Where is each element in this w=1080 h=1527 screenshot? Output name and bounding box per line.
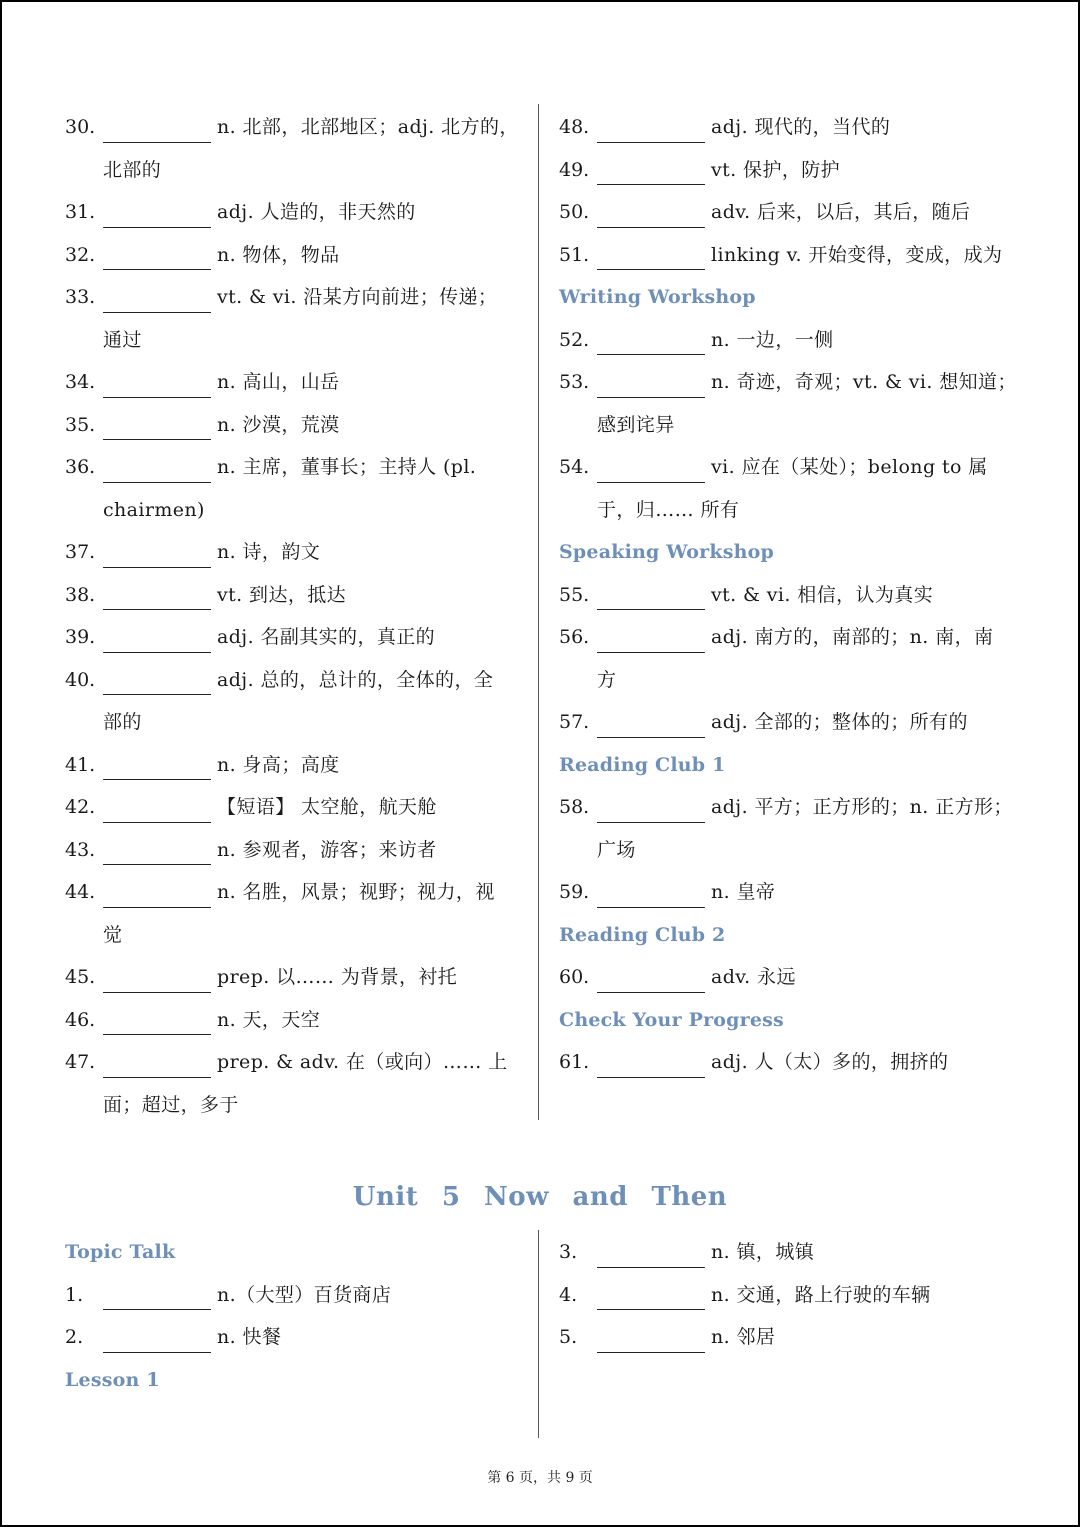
item-number: 4.	[559, 1283, 578, 1306]
answer-blank[interactable]	[597, 798, 705, 823]
item-number: 39.	[65, 626, 96, 648]
item-definition-continued: 通过	[103, 328, 142, 351]
item-number: 42.	[65, 796, 96, 818]
item-number: 41.	[65, 753, 96, 776]
answer-blank[interactable]	[597, 1328, 705, 1353]
section-heading: Writing Workshop	[559, 286, 756, 308]
item-definition: n. 物体，物品	[217, 243, 340, 266]
item-number: 45.	[65, 966, 96, 988]
item-number: 61.	[559, 1051, 590, 1073]
vocab-item	[65, 829, 527, 872]
answer-blank[interactable]	[597, 118, 705, 143]
item-definition-continued: chairmen)	[103, 498, 205, 521]
vocab-item	[559, 319, 1021, 362]
item-definition-continued: 面；超过，多于	[103, 1093, 239, 1116]
item-number: 57.	[559, 711, 590, 733]
item-definition: n. 名胜，风景；视野；视力，视	[217, 881, 495, 903]
vocab-item	[559, 616, 1021, 659]
item-definition: n. 诗，韵文	[217, 541, 321, 563]
page-footer: 第 6 页，共 9 页	[487, 1470, 593, 1486]
item-definition: adj. 人（太）多的，拥挤的	[711, 1051, 949, 1073]
item-definition-continued: 感到诧异	[597, 413, 675, 436]
item-number: 5.	[559, 1326, 578, 1348]
vocab-item	[559, 234, 1021, 277]
vocab-item	[559, 191, 1021, 234]
answer-blank[interactable]	[103, 585, 211, 610]
item-definition: n. 高山，山岳	[217, 371, 340, 393]
answer-blank[interactable]	[103, 415, 211, 440]
answer-blank[interactable]	[103, 1053, 211, 1078]
vocab-item	[65, 871, 527, 914]
vocab-item	[559, 1274, 1021, 1317]
answer-blank[interactable]	[597, 1285, 705, 1310]
item-definition: adj. 名副其实的，真正的	[217, 626, 436, 648]
left-column-bottom	[65, 1231, 527, 1401]
item-number: 47.	[65, 1051, 96, 1073]
item-definition: vi. 应在（某处）；belong to 属	[711, 456, 988, 478]
item-definition: prep. 以…… 为背景，衬托	[217, 966, 458, 988]
item-definition-continued: 部的	[103, 711, 142, 733]
vocab-item	[65, 446, 527, 489]
item-definition: adj. 南方的，南部的；n. 南，南	[711, 626, 994, 648]
answer-blank[interactable]	[597, 883, 705, 908]
vocab-item	[559, 871, 1021, 914]
column-divider-bottom	[538, 1230, 539, 1438]
item-definition: vt. 保护，防护	[711, 158, 841, 181]
vocab-item	[65, 276, 527, 319]
section-heading: Topic Talk	[65, 1241, 176, 1263]
item-number: 53.	[559, 371, 590, 393]
answer-blank[interactable]	[597, 713, 705, 738]
answer-blank[interactable]	[597, 245, 705, 270]
item-number: 32.	[65, 243, 96, 266]
item-number: 58.	[559, 796, 590, 818]
item-definition: n. 北部，北部地区；adj. 北方的，	[217, 116, 519, 138]
vocab-item	[559, 1316, 1021, 1359]
answer-blank[interactable]	[103, 543, 211, 568]
vocab-item	[65, 786, 527, 829]
vocab-item	[559, 1041, 1021, 1084]
vocab-item	[559, 361, 1021, 404]
answer-blank[interactable]	[103, 245, 211, 270]
vocab-item	[65, 574, 527, 617]
answer-blank[interactable]	[597, 1053, 705, 1078]
answer-blank[interactable]	[103, 373, 211, 398]
item-definition: 【短语】 太空舱，航天舱	[217, 796, 437, 818]
item-definition-continued: 北部的	[103, 158, 162, 181]
vocab-item	[65, 1274, 527, 1317]
answer-blank[interactable]	[103, 1328, 211, 1353]
item-definition: n. 镇，城镇	[711, 1241, 815, 1263]
item-definition-continued: 广场	[597, 838, 636, 861]
item-number: 55.	[559, 583, 590, 606]
vocab-item	[65, 616, 527, 659]
item-number: 56.	[559, 626, 590, 648]
item-number: 60.	[559, 966, 590, 988]
item-definition: n.（大型）百货商店	[217, 1283, 392, 1306]
section-heading: Lesson 1	[65, 1368, 160, 1391]
item-number: 3.	[559, 1241, 578, 1263]
vocab-item	[65, 999, 527, 1042]
answer-blank[interactable]	[597, 160, 705, 185]
column-divider-top	[538, 104, 539, 1120]
vocab-item	[559, 786, 1021, 829]
item-number: 49.	[559, 158, 590, 181]
section-heading: Reading Club 1	[559, 753, 726, 776]
right-column-top	[559, 106, 1021, 1084]
item-definition: prep. & adv. 在（或向）…… 上	[217, 1051, 508, 1073]
item-definition: linking v. 开始变得，变成，成为	[711, 243, 1003, 266]
vocab-item	[559, 149, 1021, 192]
item-definition: n. 天，天空	[217, 1008, 321, 1031]
vocab-item	[65, 744, 527, 787]
vocab-item	[559, 701, 1021, 744]
answer-blank[interactable]	[103, 118, 211, 143]
item-definition-continued: 方	[597, 668, 617, 691]
item-definition: adj. 人造的，非天然的	[217, 201, 416, 223]
item-definition-continued: 于，归…… 所有	[597, 498, 740, 521]
item-number: 36.	[65, 456, 96, 478]
vocab-item	[65, 1041, 527, 1084]
answer-blank[interactable]	[103, 755, 211, 780]
section-heading: Reading Club 2	[559, 923, 726, 946]
answer-blank[interactable]	[597, 585, 705, 610]
item-number: 34.	[65, 371, 96, 393]
section-heading: Check Your Progress	[559, 1008, 784, 1031]
vocab-item	[65, 659, 527, 702]
item-number: 1.	[65, 1283, 84, 1306]
vocab-item	[559, 574, 1021, 617]
vocab-item	[65, 234, 527, 277]
answer-blank[interactable]	[103, 628, 211, 653]
vocab-item	[65, 956, 527, 999]
left-column-top	[65, 106, 527, 1126]
vocab-item	[559, 106, 1021, 149]
vocab-item	[559, 1231, 1021, 1274]
vocab-item	[65, 191, 527, 234]
item-definition: adv. 后来，以后，其后，随后	[711, 201, 971, 223]
item-definition: adj. 平方；正方形的；n. 正方形；	[711, 796, 1013, 818]
vocab-item	[559, 446, 1021, 489]
item-number: 2.	[65, 1326, 84, 1348]
item-number: 59.	[559, 881, 590, 903]
answer-blank[interactable]	[103, 1010, 211, 1035]
item-definition: n. 参观者，游客；来访者	[217, 838, 437, 861]
item-number: 51.	[559, 243, 590, 266]
vocab-item	[65, 106, 527, 149]
item-definition: vt. & vi. 沿某方向前进；传递；	[217, 286, 498, 308]
item-number: 37.	[65, 541, 96, 563]
vocab-item	[65, 361, 527, 404]
item-number: 52.	[559, 328, 590, 351]
item-number: 35.	[65, 413, 96, 436]
item-definition: vt. & vi. 相信，认为真实	[711, 583, 934, 606]
item-definition: n. 沙漠，荒漠	[217, 413, 340, 436]
answer-blank[interactable]	[597, 458, 705, 483]
item-number: 30.	[65, 116, 96, 138]
answer-blank[interactable]	[103, 203, 211, 228]
answer-blank[interactable]	[597, 203, 705, 228]
answer-blank[interactable]	[597, 373, 705, 398]
item-number: 46.	[65, 1008, 96, 1031]
item-number: 50.	[559, 201, 590, 223]
answer-blank[interactable]	[103, 798, 211, 823]
item-number: 33.	[65, 286, 96, 308]
item-number: 48.	[559, 116, 590, 138]
right-column-bottom	[559, 1231, 1021, 1359]
item-definition: n. 邻居	[711, 1326, 776, 1348]
item-definition: adj. 现代的，当代的	[711, 116, 891, 138]
vocab-item	[65, 1316, 527, 1359]
vocab-item	[559, 956, 1021, 999]
answer-blank[interactable]	[597, 1243, 705, 1268]
item-definition: n. 皇帝	[711, 881, 776, 903]
answer-blank[interactable]	[103, 1285, 211, 1310]
answer-blank[interactable]	[103, 883, 211, 908]
answer-blank[interactable]	[103, 968, 211, 993]
item-number: 44.	[65, 881, 96, 903]
item-definition: n. 交通，路上行驶的车辆	[711, 1283, 931, 1306]
item-number: 31.	[65, 201, 96, 223]
answer-blank[interactable]	[597, 330, 705, 355]
item-definition: n. 一边，一侧	[711, 328, 834, 351]
item-definition: n. 奇迹，奇观；vt. & vi. 想知道；	[711, 371, 1017, 393]
item-definition: adj. 全部的；整体的；所有的	[711, 711, 968, 733]
item-definition: vt. 到达，抵达	[217, 583, 347, 606]
item-number: 54.	[559, 456, 590, 478]
item-definition: n. 身高；高度	[217, 753, 340, 776]
section-heading: Speaking Workshop	[559, 541, 775, 563]
item-definition-continued: 觉	[103, 923, 123, 946]
item-definition: adv. 永远	[711, 966, 796, 988]
item-definition: n. 快餐	[217, 1326, 282, 1348]
answer-blank[interactable]	[103, 458, 211, 483]
unit-title: Unit 5 Now and Then	[352, 1182, 728, 1212]
answer-blank[interactable]	[103, 288, 211, 313]
answer-blank[interactable]	[597, 628, 705, 653]
item-definition: adj. 总的，总计的，全体的，全	[217, 668, 494, 691]
vocab-item	[65, 404, 527, 447]
vocab-item	[65, 531, 527, 574]
item-definition: n. 主席，董事长；主持人 (pl.	[217, 456, 477, 478]
answer-blank[interactable]	[103, 840, 211, 865]
item-number: 40.	[65, 668, 96, 691]
answer-blank[interactable]	[103, 670, 211, 695]
item-number: 43.	[65, 838, 96, 861]
answer-blank[interactable]	[597, 968, 705, 993]
item-number: 38.	[65, 583, 96, 606]
